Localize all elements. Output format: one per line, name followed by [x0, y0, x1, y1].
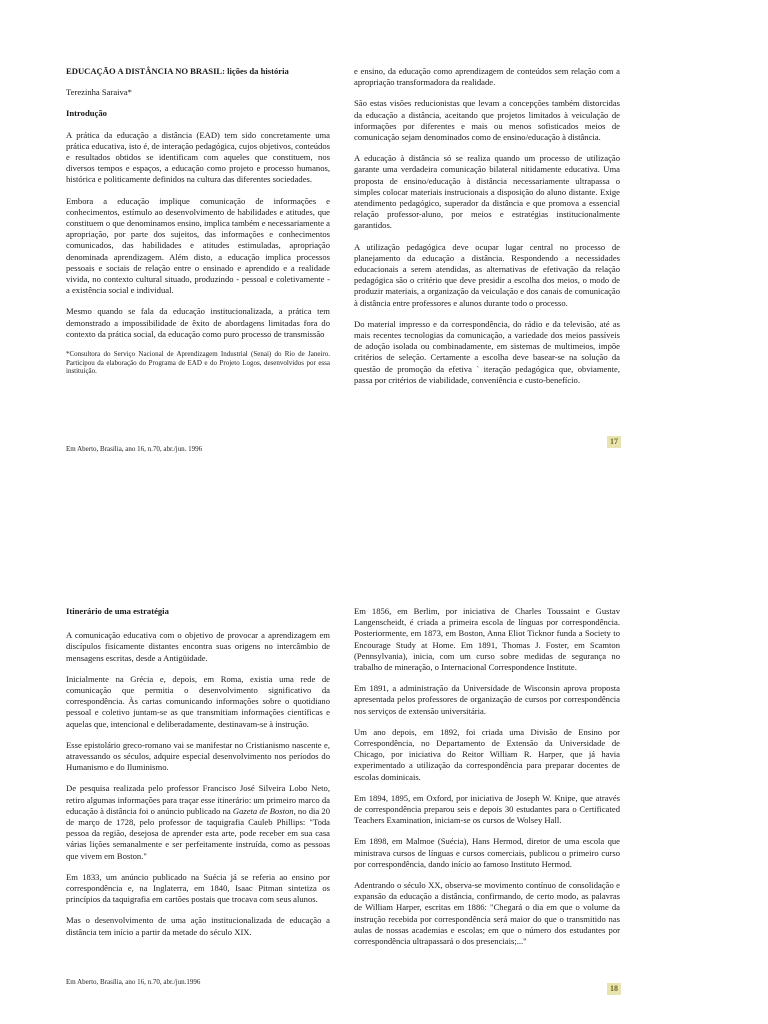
paragraph: Mesmo quando se fala da educação institucionalizada, a prática tem demonstrado a impossibilidade de êxito de abordagens limitadas fora do contexto da prática social, da educação como puro processo de transmissão [66, 306, 330, 339]
paragraph: Inicialmente na Grécia e, depois, em Roma, existia uma rede de comunicação que permitia o desenvolvimento significativo da correspondência. Às cartas comunicando informações sobre o quotidiano pessoal e coletivo juntam-se as que transmitiam informações científicas e aquelas que, intencional e deliberadamente, destinavam-se à instrução. [66, 673, 330, 729]
paragraph: Um ano depois, em 1892, foi criada uma Divisão de Ensino por Correspondência, no Departamento de Extensão da Universidade de Chicago, por iniciativa do Reitor William R. Harper, que já havia experimentado a utilização da correspondência para preparar docentes de escolas dominicais. [354, 726, 620, 782]
page1-number: 17 [607, 436, 621, 448]
page1-right-column [354, 66, 620, 396]
page2-footer: Em Aberto, Brasília, ano 16, n.70, abr./jun.1996 [66, 978, 201, 986]
emphasized-text: Gazeta de Boston, [232, 805, 296, 816]
page2-right-column [354, 606, 620, 957]
page1-left-column [66, 66, 330, 386]
paragraph: e ensino, da educação como aprendizagem de conteúdos sem relação com a apropriação transformadora da realidade. [354, 66, 620, 88]
paragraph: A prática da educação a distância (EAD) tem sido concretamente uma prática educativa, isto é, de interação pedagógica, cujos objetivos, conteúdos e resultados obtidos se identificam com aqueles que constituem, nos diversos tempos e espaços, a educação como projeto e processo humanos, histórica e politicamente definidos na cultura das diferentes sociedades. [66, 129, 330, 185]
paragraph: Em 1894, 1895, em Oxford, por iniciativa de Joseph W. Knipe, que através de correspondência preparou seis e depois 30 estudantes para o Certificated Teachers Examination, iniciam-se os cursos de Wolsey Hall. [354, 792, 620, 826]
author: Terezinha Saraiva* [66, 87, 132, 98]
text-run: no dia 20 de março de 1728, pelo professor de taquigrafia Cauleb Phillips: "Toda pessoa da região, desejosa de aprender esta arte, pode receber em sua casa várias lições semanalmente e ser perfeitamente instruída, como as pessoas que vivem em Boston." [66, 805, 330, 861]
paragraph: Em 1856, em Berlim, por iniciativa de Charles Toussaint e Gustav Langenscheidt, é criada a primeira escola de línguas por correspondência. Posteriormente, em 1873, em Boston, Anna Eliot Ticknor funda a Society to Encourage Study at Home. Em 1891, Thomas J. Foster, em Scamton (Pennsylvania), inicia, com um curso sobre medidas de segurança no trabalho de mineração, o Internacional Correspondence Institute. [354, 606, 620, 673]
paragraph: Em 1891, a administração da Universidade de Wisconsin aprova proposta apresentada pelos professores de organização de cursos por correspondência nos serviços de extensão universitária. [354, 683, 620, 716]
paragraph: São estas visões reducionistas que levam a concepções também distorcidas da educação a distância, aceitando que projetos limitados à veiculação de informações por diferentes e mais ou menos sofisticados meios de comunicação sejam denominados como de ensino/educação à distância. [354, 98, 620, 143]
section-heading-itinerario: Itinerário de uma estratégia [66, 606, 169, 616]
paragraph: Embora a educação implique comunicação de informações e conhecimentos, estímulo ao desenvolvimento de habilidades e atitudes, que constituem o que denominamos ensino, implica também e necessariamente a apropriação, por parte dos sujeitos, das informações e conhecimentos comunicados, das habilidades e atitudes estimuladas, apropriação denominada aprendizagem. Além disto, a educação implica processos pessoais e sociais de relação entre o ensinado e aprendido e a realidade vivida, no contexto cultural situado, produzindo - pessoal e coletivamente - a existência social e individual. [66, 195, 330, 296]
paragraph: A utilização pedagógica deve ocupar lugar central no processo de planejamento da educação a distância. Respondendo a necessidades educacionais a serem atendidas, as alternativas de efetivação da relação pedagógica são o critério que deve presidir a escolha dos meios, o modo de produzir materiais, a organização da veiculação e dos canais de comunicação à distância entre professores e alunos durante todo o processo. [354, 241, 620, 308]
section-heading-introducao: Introdução [66, 108, 107, 119]
paragraph: Adentrando o século XX, observa-se movimento contínuo de consolidação e expansão da educação a distância, confirmando, de certo modo, as palavras de William Harper, escritas em 1886: "Chegará o dia em que o volume da instrução recebida por correspondência será maior do que o transmitido nas aulas de nossas academias e escolas; em que o número dos estudantes por correspondência ultrapassará o dos presenciais;..." [354, 880, 620, 947]
page2-number: 18 [607, 983, 621, 995]
paragraph [66, 783, 330, 861]
footnote: *Consultora do Serviço Nacional de Aprendizagem Industrial (Senai) do Rio de Janeiro. Participou da elaboração do Programa de EAD e do Projeto Logos, desenvolvidos por essa instituição. [66, 350, 330, 376]
paragraph: Do material impresso e da correspondência, do rádio e da televisão, até as mais recentes tecnologias da comunicação, a variedade dos meios passíveis de adoção isolada ou combinadamente, em sistemas de multimeios, impõe critérios de seleção. Certamente a escolha deve basear-se na solução da questão de promoção da efetiva ` iteração pedagógica que, obviamente, passa por critérios de viabilidade, conveniência e custo-benefício. [354, 318, 620, 385]
paragraph: A educação à distância só se realiza quando um processo de utilização garante uma verdadeira comunicação bilateral nitidamente educativa. Uma proposta de ensino/educação à distância necessariamente ultrapassa o simples colocar materiais instrucionais a disposição do aluno distante. Exige atendimento pedagógico, superador da distância e que promova a essencial relação professor-aluno, por meios e estratégias institucionalmente garantidos. [354, 153, 620, 231]
paragraph: Esse epistolário greco-romano vai se manifestar no Cristianismo nascente e, atravessando os séculos, adquire especial desenvolvimento nos períodos do Humanismo e do Iluminismo. [66, 739, 330, 773]
text-run: De pesquisa realizada pelo professor Francisco José Silveira Lobo Neto, retiro algumas informações para traçar esse itinerário: um primeiro marco da educação à distância foi o anúncio publicado na [66, 783, 330, 816]
page1-footer: Em Aberto, Brasília, ano 16, n.70, abr./jun. 1996 [66, 445, 203, 453]
paragraph: A comunicação educativa com o objetivo de provocar a aprendizagem em discípulos fisicamente distantes encontra suas origens no intercâmbio de mensagens escritas, desde a Antigüidade. [66, 630, 330, 663]
paragraph: Mas o desenvolvimento de uma ação institucionalizada de educação a distância tem início a partir da metade do século XIX. [66, 915, 330, 937]
paragraph: Em 1833, um anúncio publicado na Suécia já se referia ao ensino por correspondência e, na Inglaterra, em 1840, Isaac Pitman sintetiza os princípios da taquigrafia em cartões postais que trocava com seus alunos. [66, 871, 330, 905]
article-title: EDUCAÇÃO A DISTÂNCIA NO BRASIL: lições da história [66, 66, 289, 76]
page2-left-column [66, 606, 330, 948]
paragraph: Em 1898, em Malmoe (Suécia), Hans Hermod, diretor de uma escola que ministrava cursos de línguas e cursos comerciais, publicou o primeiro curso por correspondência, dando início ao famoso Instituto Hermod. [354, 836, 620, 869]
